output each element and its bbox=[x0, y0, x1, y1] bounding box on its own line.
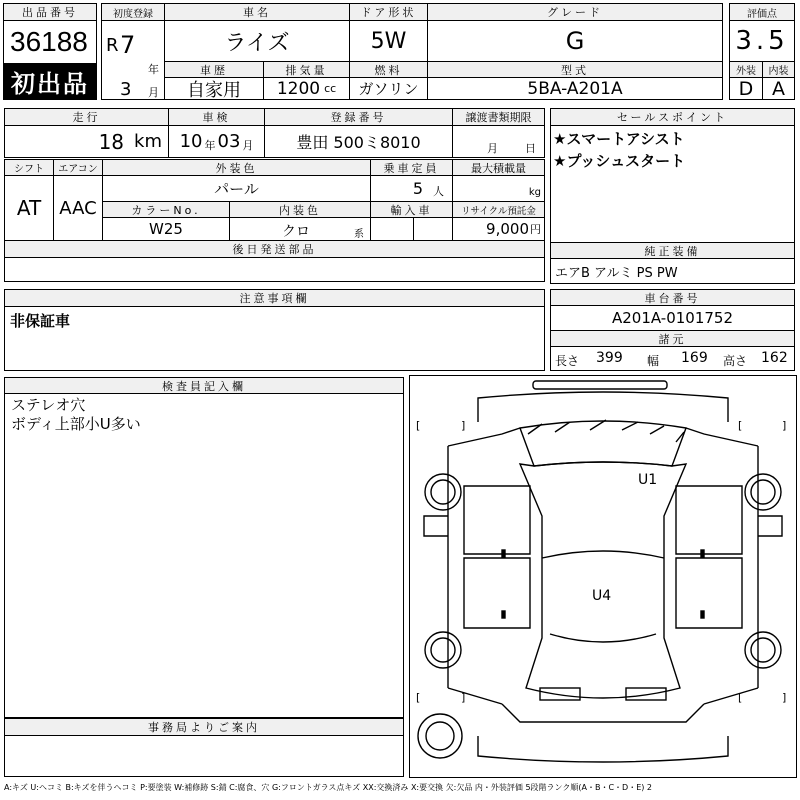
history-label: 車歴 bbox=[164, 61, 264, 78]
inspector-notes-label: 検査員記入欄 bbox=[4, 377, 404, 394]
fuel: ガソリン bbox=[349, 77, 428, 100]
registration-year: 7 bbox=[120, 31, 136, 59]
plate-label: 登録番号 bbox=[264, 108, 453, 126]
max-load-cell bbox=[452, 175, 545, 202]
capacity: 5 bbox=[412, 179, 423, 198]
interior-color-cell bbox=[229, 217, 371, 241]
exterior-color: パール bbox=[102, 175, 371, 202]
sales-points-box bbox=[550, 125, 795, 243]
capacity-label: 乗車定員 bbox=[370, 159, 453, 176]
shift: AT bbox=[4, 175, 54, 241]
sales-point: ★プッシュスタート bbox=[553, 152, 686, 170]
mileage-label: 走行 bbox=[4, 108, 169, 126]
interior-grade-label: 内装 bbox=[762, 61, 795, 78]
height-label: 高さ bbox=[723, 354, 748, 368]
mileage-cell bbox=[4, 125, 169, 158]
office-notice-label: 事務局よりご案内 bbox=[4, 718, 404, 736]
height-value: 162 bbox=[761, 350, 788, 366]
car-name-label: 車名 bbox=[164, 3, 350, 21]
max-load-label: 最大積載量 bbox=[452, 159, 545, 176]
recycle-deposit-label: リサイクル預託金 bbox=[452, 201, 545, 218]
era: R bbox=[106, 35, 119, 56]
damage-mark-u1: U1 bbox=[638, 472, 658, 488]
car-name: ライズ bbox=[164, 20, 350, 62]
air-conditioner: AAC bbox=[53, 175, 103, 241]
grade-label: グレード bbox=[427, 3, 723, 21]
inspection-cell bbox=[168, 125, 265, 158]
registration-month: 3 bbox=[120, 79, 132, 100]
displacement-cell bbox=[263, 77, 350, 100]
genuine-equipment: エアB アルミ PS PW bbox=[550, 258, 795, 284]
damage-mark-u4: U4 bbox=[592, 588, 612, 604]
score: 3.5 bbox=[729, 20, 795, 62]
year-unit: 年 bbox=[148, 63, 159, 76]
genuine-equipment-label: 純正装備 bbox=[550, 242, 795, 259]
svg-text:[: [ bbox=[416, 419, 421, 432]
first-listing-badge: 初出品 bbox=[3, 63, 97, 100]
first-registration-value bbox=[101, 20, 165, 100]
exterior-grade: D bbox=[729, 77, 763, 100]
inspection-year: 10 bbox=[179, 131, 203, 152]
interior-color-unit: 系 bbox=[354, 229, 364, 240]
first-registration-label: 初度登録 bbox=[101, 3, 165, 21]
inspection-label: 車検 bbox=[168, 108, 265, 126]
inspector-notes-box bbox=[4, 393, 404, 718]
inspector-note: ボディ上部小U多い bbox=[11, 415, 141, 433]
fuel-label: 燃料 bbox=[349, 61, 428, 78]
score-label: 評価点 bbox=[729, 3, 795, 21]
svg-text:]: ] bbox=[461, 691, 466, 704]
displacement-unit: cc bbox=[324, 82, 337, 95]
svg-text:[: [ bbox=[738, 691, 743, 704]
notes-box bbox=[4, 306, 545, 371]
grade: G bbox=[427, 20, 723, 62]
ac-label: エアコン bbox=[53, 159, 103, 176]
interior-color-label: 内装色 bbox=[229, 201, 371, 218]
capacity-cell bbox=[370, 175, 453, 202]
svg-text:]: ] bbox=[782, 419, 787, 432]
import-label: 輸入車 bbox=[370, 201, 453, 218]
chassis-number-label: 車台番号 bbox=[550, 289, 795, 306]
svg-text:]: ] bbox=[461, 419, 466, 432]
chassis-number: A201A-0101752 bbox=[550, 305, 795, 331]
exterior-color-label: 外装色 bbox=[102, 159, 371, 176]
color-number-label: カラーNo. bbox=[102, 201, 230, 218]
recycle-cell bbox=[452, 217, 545, 241]
svg-text:[: [ bbox=[738, 419, 743, 432]
inspection-month-unit: 月 bbox=[242, 138, 254, 152]
import-cell-left bbox=[370, 217, 414, 241]
inspection-month: 03 bbox=[217, 131, 241, 152]
lot-number-label: 出品番号 bbox=[3, 3, 97, 21]
specs-row bbox=[550, 346, 795, 371]
transfer-day-unit: 日 bbox=[525, 142, 536, 155]
door-label: ドア形状 bbox=[349, 3, 428, 21]
length-value: 399 bbox=[596, 350, 623, 366]
mileage-unit: km bbox=[134, 131, 162, 152]
mileage: 18 bbox=[98, 129, 125, 154]
svg-text:]: ] bbox=[782, 691, 787, 704]
interior-color: クロ bbox=[282, 224, 310, 240]
lot-number: 36188 bbox=[3, 20, 97, 64]
door-type: 5W bbox=[349, 20, 428, 62]
width-label: 幅 bbox=[647, 354, 660, 368]
model-code: 5BA-A201A bbox=[427, 77, 723, 100]
inspection-year-unit: 年 bbox=[204, 138, 216, 152]
office-notice-box bbox=[4, 735, 404, 777]
legend: A:キズ U:ヘコミ B:キズを伴うヘコミ P:要塗装 W:補修跡 S:錆 C:腐食、穴 G:フロントガラス点キズ XX:交換済み X:要交換 欠:欠品 内・外装評価 5段階ランク順(A・B・C・D・E) 2 bbox=[4, 783, 653, 792]
history: 自家用 bbox=[164, 77, 264, 100]
transfer-deadline-cell bbox=[452, 125, 545, 158]
later-parts-label: 後日発送部品 bbox=[4, 240, 545, 258]
plate-number: 豊田 500ミ8010 bbox=[264, 125, 453, 158]
svg-text:[: [ bbox=[416, 691, 421, 704]
color-number: W25 bbox=[102, 217, 230, 241]
recycle-deposit: 9,000 bbox=[486, 220, 529, 238]
notes-label: 注意事項欄 bbox=[4, 289, 545, 307]
displacement: 1200 bbox=[276, 78, 321, 99]
shift-label: シフト bbox=[4, 159, 54, 176]
specs-label: 諸元 bbox=[550, 330, 795, 347]
sales-point: ★スマートアシスト bbox=[553, 130, 685, 148]
month-unit: 月 bbox=[148, 86, 159, 99]
capacity-unit: 人 bbox=[433, 184, 444, 198]
width-value: 169 bbox=[681, 350, 708, 366]
max-load-unit: kg bbox=[528, 187, 541, 198]
transfer-month-unit: 月 bbox=[487, 142, 498, 155]
import-cell-right bbox=[413, 217, 453, 241]
recycle-unit: 円 bbox=[530, 223, 541, 236]
later-parts-box bbox=[4, 257, 545, 282]
transfer-deadline-label: 譲渡書類期限 bbox=[452, 108, 545, 126]
car-outline bbox=[410, 376, 796, 777]
inspector-note: ステレオ穴 bbox=[11, 396, 86, 414]
damage-diagram bbox=[409, 375, 797, 778]
notes-text: 非保証車 bbox=[10, 312, 71, 330]
sales-points-label: セールスポイント bbox=[550, 108, 795, 126]
exterior-grade-label: 外装 bbox=[729, 61, 763, 78]
model-label: 型式 bbox=[427, 61, 723, 78]
length-label: 長さ bbox=[555, 354, 580, 368]
displacement-label: 排気量 bbox=[263, 61, 350, 78]
interior-grade: A bbox=[762, 77, 795, 100]
